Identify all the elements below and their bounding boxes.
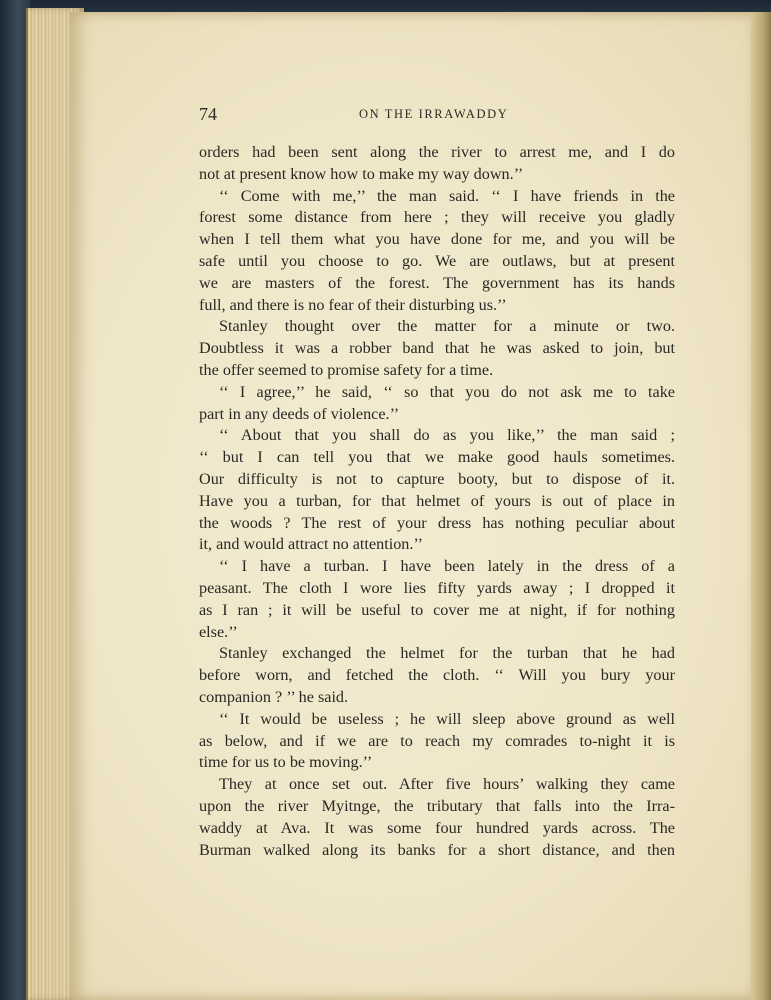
body-text bbox=[199, 142, 675, 861]
text-line: part in any deeds of violence.’’ bbox=[199, 404, 400, 423]
text-line: as below, and if we are to reach my comrades to-night it is bbox=[199, 731, 675, 750]
text-line: as I ran ; it will be useful to cover me at night, if for nothing bbox=[199, 600, 675, 619]
text-line: ‘‘ but I can tell you that we make good hauls sometimes. bbox=[199, 448, 675, 467]
running-head: ON THE IRRAWADDY bbox=[359, 107, 509, 121]
text-line: companion ? ’’ he said. bbox=[199, 687, 349, 706]
text-line: Our difficulty is not to capture booty, but to dispose of it. bbox=[199, 469, 675, 488]
text-line: orders had been sent along the river to arrest me, and I do bbox=[199, 143, 675, 161]
text-line: before worn, and fetched the cloth. ‘‘ Will you bury your bbox=[199, 666, 675, 685]
page-header bbox=[199, 104, 675, 126]
text-line: when I tell them what you have done for me, and you will be bbox=[199, 230, 675, 249]
text-line: it, and would attract no attention.’’ bbox=[199, 535, 424, 554]
text-line: forest some distance from here ; they will receive you gladly bbox=[199, 208, 675, 227]
text-line: ‘‘ It would be useless ; he will sleep above ground as well bbox=[219, 709, 675, 728]
text-line: They at once set out. After five hours’ walking they came bbox=[219, 775, 675, 794]
text-line: the offer seemed to promise safety for a time. bbox=[199, 360, 494, 379]
text-line: upon the river Myitnge, the tributary that falls into the Irra- bbox=[199, 796, 675, 815]
text-line: ‘‘ I agree,’’ he said, ‘‘ so that you do not ask me to take bbox=[219, 382, 675, 401]
text-line: we are masters of the forest. The government has its hands bbox=[199, 273, 675, 292]
text-line: ‘‘ About that you shall do as you like,’’ the man said ; bbox=[219, 426, 675, 445]
text-line: waddy at Ava. It was some four hundred yards across. The bbox=[199, 818, 675, 837]
text-line: ‘‘ I have a turban. I have been lately in the dress of a bbox=[219, 557, 675, 576]
text-line: Doubtless it was a robber band that he was asked to join, but bbox=[199, 339, 675, 358]
text-line: the woods ? The rest of your dress has nothing peculiar about bbox=[199, 513, 675, 532]
text-line: not at present know how to make my way down.’’ bbox=[199, 164, 524, 183]
text-line: Have you a turban, for that helmet of yours is out of place in bbox=[199, 491, 675, 510]
text-line: ‘‘ Come with me,’’ the man said. ‘‘ I have friends in the bbox=[219, 186, 675, 205]
text-line: Stanley thought over the matter for a minute or two. bbox=[219, 317, 675, 336]
text-line: full, and there is no fear of their disturbing us.’’ bbox=[199, 295, 507, 314]
right-page-edge bbox=[751, 12, 771, 1000]
page-number: 74 bbox=[199, 104, 217, 124]
text-line: else.’’ bbox=[199, 622, 238, 641]
text-line: Burman walked along its banks for a short distance, and then bbox=[199, 840, 675, 859]
text-line: time for us to be moving.’’ bbox=[199, 753, 373, 772]
text-line: Stanley exchanged the helmet for the turban that he had bbox=[219, 644, 675, 663]
text-line: safe until you choose to go. We are outlaws, but at present bbox=[199, 251, 675, 270]
text-line: peasant. The cloth I wore lies fifty yards away ; I dropped it bbox=[199, 578, 675, 597]
